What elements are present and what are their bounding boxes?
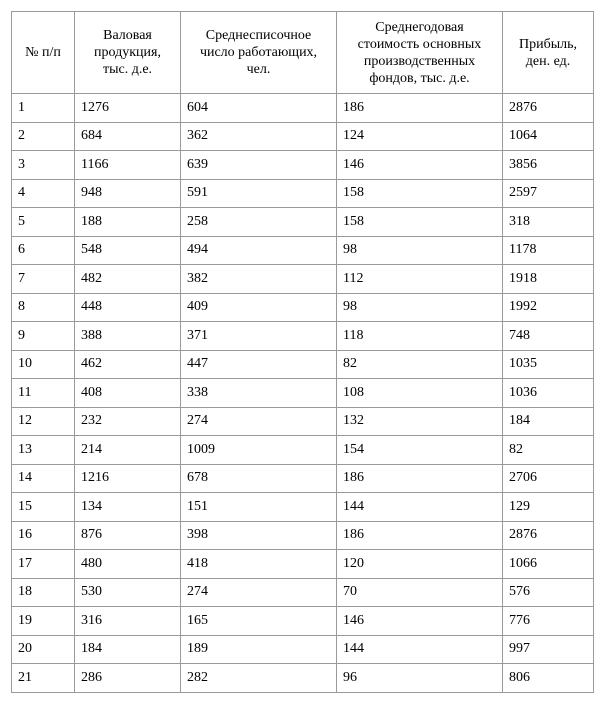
cell-fixed-assets: 154 [337,436,503,465]
cell-fixed-assets: 124 [337,122,503,151]
cell-number: 13 [12,436,75,465]
cell-number: 18 [12,578,75,607]
cell-number: 20 [12,635,75,664]
header-cell-avg-employees: Среднесписочное число работающих, чел. [181,12,337,94]
cell-profit: 806 [503,664,594,693]
cell-avg-employees: 604 [181,94,337,123]
cell-fixed-assets: 158 [337,208,503,237]
cell-number: 11 [12,379,75,408]
table-row [12,122,594,151]
cell-number: 16 [12,521,75,550]
cell-profit: 129 [503,493,594,522]
table-row [12,179,594,208]
cell-avg-employees: 1009 [181,436,337,465]
cell-profit: 1064 [503,122,594,151]
cell-gross-output: 232 [75,407,181,436]
cell-avg-employees: 258 [181,208,337,237]
cell-number: 21 [12,664,75,693]
table-row [12,578,594,607]
cell-fixed-assets: 98 [337,236,503,265]
cell-number: 8 [12,293,75,322]
table-row [12,407,594,436]
cell-gross-output: 134 [75,493,181,522]
cell-avg-employees: 639 [181,151,337,180]
cell-number: 12 [12,407,75,436]
cell-profit: 3856 [503,151,594,180]
cell-number: 1 [12,94,75,123]
cell-gross-output: 448 [75,293,181,322]
cell-fixed-assets: 96 [337,664,503,693]
cell-gross-output: 462 [75,350,181,379]
table-row [12,493,594,522]
cell-gross-output: 1276 [75,94,181,123]
cell-number: 14 [12,464,75,493]
cell-fixed-assets: 120 [337,550,503,579]
cell-profit: 1035 [503,350,594,379]
cell-number: 15 [12,493,75,522]
table-row [12,635,594,664]
cell-fixed-assets: 186 [337,464,503,493]
cell-avg-employees: 447 [181,350,337,379]
cell-avg-employees: 151 [181,493,337,522]
cell-avg-employees: 165 [181,607,337,636]
cell-profit: 1992 [503,293,594,322]
cell-avg-employees: 591 [181,179,337,208]
cell-gross-output: 876 [75,521,181,550]
cell-fixed-assets: 118 [337,322,503,351]
cell-profit: 184 [503,407,594,436]
cell-profit: 2876 [503,94,594,123]
cell-avg-employees: 362 [181,122,337,151]
cell-profit: 318 [503,208,594,237]
table-container [11,11,594,693]
cell-gross-output: 408 [75,379,181,408]
cell-profit: 82 [503,436,594,465]
cell-fixed-assets: 144 [337,635,503,664]
cell-gross-output: 388 [75,322,181,351]
cell-profit: 748 [503,322,594,351]
table-row [12,521,594,550]
cell-avg-employees: 371 [181,322,337,351]
cell-fixed-assets: 132 [337,407,503,436]
cell-fixed-assets: 158 [337,179,503,208]
cell-gross-output: 188 [75,208,181,237]
cell-gross-output: 286 [75,664,181,693]
cell-fixed-assets: 146 [337,151,503,180]
cell-profit: 576 [503,578,594,607]
cell-gross-output: 482 [75,265,181,294]
table-row [12,322,594,351]
cell-gross-output: 480 [75,550,181,579]
header-cell-number: № п/п [12,12,75,94]
cell-gross-output: 214 [75,436,181,465]
table-row [12,664,594,693]
cell-gross-output: 530 [75,578,181,607]
header-cell-gross-output: Валовая продукция, тыс. д.е. [75,12,181,94]
table-row [12,464,594,493]
table-row [12,208,594,237]
cell-profit: 1036 [503,379,594,408]
cell-gross-output: 684 [75,122,181,151]
cell-number: 2 [12,122,75,151]
cell-avg-employees: 398 [181,521,337,550]
cell-fixed-assets: 82 [337,350,503,379]
table-row [12,436,594,465]
table-header [12,12,594,94]
table-row [12,265,594,294]
header-cell-profit: Прибыль, ден. ед. [503,12,594,94]
cell-fixed-assets: 98 [337,293,503,322]
cell-avg-employees: 494 [181,236,337,265]
cell-avg-employees: 189 [181,635,337,664]
cell-fixed-assets: 186 [337,521,503,550]
cell-profit: 776 [503,607,594,636]
cell-profit: 1066 [503,550,594,579]
data-table [11,11,594,693]
table-row [12,236,594,265]
cell-fixed-assets: 146 [337,607,503,636]
table-row [12,379,594,408]
table-row [12,550,594,579]
cell-number: 6 [12,236,75,265]
cell-number: 9 [12,322,75,351]
cell-avg-employees: 409 [181,293,337,322]
cell-avg-employees: 678 [181,464,337,493]
cell-number: 4 [12,179,75,208]
cell-fixed-assets: 144 [337,493,503,522]
header-cell-fixed-assets: Среднегодовая стоимость основных производственных фондов, тыс. д.е. [337,12,503,94]
cell-profit: 1918 [503,265,594,294]
cell-profit: 2706 [503,464,594,493]
cell-gross-output: 184 [75,635,181,664]
cell-profit: 2597 [503,179,594,208]
cell-avg-employees: 382 [181,265,337,294]
cell-fixed-assets: 70 [337,578,503,607]
cell-avg-employees: 338 [181,379,337,408]
cell-number: 3 [12,151,75,180]
cell-profit: 2876 [503,521,594,550]
table-row [12,94,594,123]
cell-gross-output: 548 [75,236,181,265]
table-body [12,94,594,693]
cell-number: 19 [12,607,75,636]
cell-number: 10 [12,350,75,379]
table-row [12,607,594,636]
cell-avg-employees: 418 [181,550,337,579]
cell-gross-output: 316 [75,607,181,636]
cell-profit: 1178 [503,236,594,265]
cell-number: 17 [12,550,75,579]
cell-number: 7 [12,265,75,294]
header-row [12,12,594,94]
cell-avg-employees: 274 [181,407,337,436]
cell-gross-output: 1166 [75,151,181,180]
table-row [12,151,594,180]
cell-fixed-assets: 108 [337,379,503,408]
table-row [12,350,594,379]
cell-avg-employees: 274 [181,578,337,607]
cell-gross-output: 1216 [75,464,181,493]
cell-avg-employees: 282 [181,664,337,693]
cell-profit: 997 [503,635,594,664]
cell-fixed-assets: 112 [337,265,503,294]
cell-number: 5 [12,208,75,237]
cell-gross-output: 948 [75,179,181,208]
cell-fixed-assets: 186 [337,94,503,123]
table-row [12,293,594,322]
